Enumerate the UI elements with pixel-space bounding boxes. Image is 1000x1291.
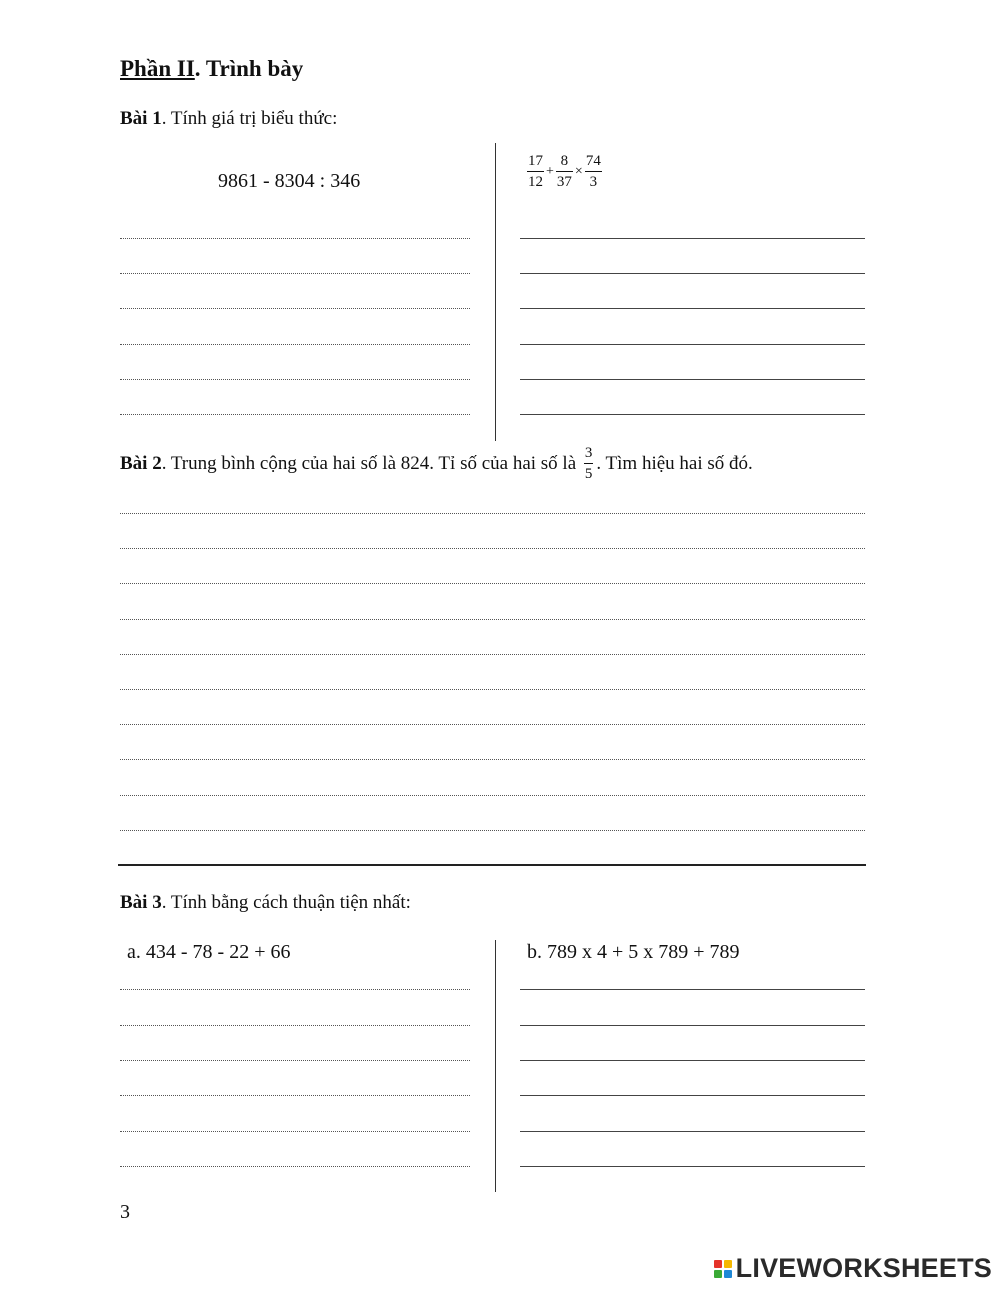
- bai2-heading: [120, 444, 753, 484]
- bai1-heading: [120, 108, 337, 130]
- page-number: 3: [120, 1201, 130, 1223]
- logo-block-red: [714, 1260, 722, 1268]
- section-title: [120, 56, 303, 82]
- fraction-denominator: 5: [584, 463, 594, 482]
- bai2-answer-line[interactable]: [120, 759, 865, 760]
- bai2-answer-line[interactable]: [120, 513, 865, 514]
- bai3-right-answer-line[interactable]: [520, 989, 865, 990]
- bai3-left-answer-line[interactable]: [120, 1025, 470, 1026]
- fraction-numerator: 8: [560, 153, 569, 169]
- bai2-ratio-fraction: [584, 446, 594, 482]
- brand-name: LIVEWORKSHEETS: [735, 1253, 992, 1283]
- bai2-label: Bài 2: [120, 453, 162, 474]
- bai2-text-before: . Trung bình cộng của hai số là 824. Tỉ số của hai số là: [161, 453, 581, 474]
- bai1-expression-left: 9861 - 8304 : 346: [218, 170, 361, 192]
- bai2-answer-line[interactable]: [120, 724, 865, 725]
- bai3-text: . Tính bằng cách thuận tiện nhất:: [161, 892, 411, 913]
- fraction-denominator: 12: [527, 171, 544, 190]
- logo-blocks-icon: [714, 1260, 732, 1278]
- bai2-answer-line[interactable]: [120, 654, 865, 655]
- bai1-left-answer-line[interactable]: [120, 273, 470, 274]
- fraction-numerator: 74: [585, 153, 601, 169]
- bai3-left-answer-line[interactable]: [120, 1131, 470, 1132]
- times-operator: ×: [574, 164, 583, 179]
- bai1-label: Bài 1: [120, 108, 162, 129]
- logo-block-blue: [724, 1270, 732, 1278]
- bai1-left-answer-line[interactable]: [120, 308, 470, 309]
- bai3-right-answer-line[interactable]: [520, 1095, 865, 1096]
- bai3-left-answer-line[interactable]: [120, 1095, 470, 1096]
- fraction-74-3: [585, 154, 602, 190]
- bai1-expression-right: [527, 154, 602, 190]
- bai3-left-answer-line[interactable]: [120, 1166, 470, 1167]
- bai3-left-answer-line[interactable]: [120, 989, 470, 990]
- section-title-number: Phần II: [120, 56, 195, 81]
- bai1-left-answer-line[interactable]: [120, 379, 470, 380]
- logo-block-green: [714, 1270, 722, 1278]
- fraction-numerator: 17: [528, 153, 543, 169]
- bai2-answer-line[interactable]: [120, 795, 865, 796]
- fraction-17-12: [527, 154, 544, 190]
- bai1-right-answer-line[interactable]: [520, 273, 865, 274]
- bai3-part-a: a. 434 - 78 - 22 + 66: [127, 941, 291, 963]
- bai1-right-answer-line[interactable]: [520, 414, 865, 415]
- bai2-answer-line[interactable]: [120, 548, 865, 549]
- bai2-text-after: . Tìm hiệu hai số đó.: [596, 453, 753, 474]
- logo-block-yellow: [724, 1260, 732, 1268]
- bai1-right-answer-line[interactable]: [520, 308, 865, 309]
- bai1-left-answer-line[interactable]: [120, 344, 470, 345]
- bai3-heading: [120, 892, 411, 914]
- bai3-right-answer-line[interactable]: [520, 1025, 865, 1026]
- fraction-numerator: 3: [584, 445, 593, 461]
- bai1-right-answer-line[interactable]: [520, 238, 865, 239]
- bai3-part-b: b. 789 x 4 + 5 x 789 + 789: [527, 941, 740, 963]
- bai2-answer-line[interactable]: [120, 619, 865, 620]
- bai3-right-answer-line[interactable]: [520, 1060, 865, 1061]
- bai1-left-answer-line[interactable]: [120, 238, 470, 239]
- liveworksheets-logo: [714, 1253, 992, 1284]
- bai3-label: Bài 3: [120, 892, 162, 913]
- bai3-column-divider: [495, 940, 496, 1192]
- bai3-left-answer-line[interactable]: [120, 1060, 470, 1061]
- plus-operator: +: [546, 164, 554, 179]
- fraction-8-37: [556, 154, 573, 190]
- section-title-text: . Trình bày: [194, 56, 304, 81]
- bai2-section-divider: [118, 864, 866, 866]
- bai3-right-answer-line[interactable]: [520, 1131, 865, 1132]
- fraction-denominator: 37: [556, 171, 573, 190]
- bai1-column-divider: [495, 143, 496, 441]
- bai1-left-answer-line[interactable]: [120, 414, 470, 415]
- bai1-right-answer-line[interactable]: [520, 344, 865, 345]
- bai3-right-answer-line[interactable]: [520, 1166, 865, 1167]
- fraction-denominator: 3: [585, 171, 602, 190]
- bai1-right-answer-line[interactable]: [520, 379, 865, 380]
- bai2-answer-line[interactable]: [120, 830, 865, 831]
- bai2-answer-line[interactable]: [120, 689, 865, 690]
- bai1-text: . Tính giá trị biểu thức:: [161, 108, 338, 129]
- bai2-answer-line[interactable]: [120, 583, 865, 584]
